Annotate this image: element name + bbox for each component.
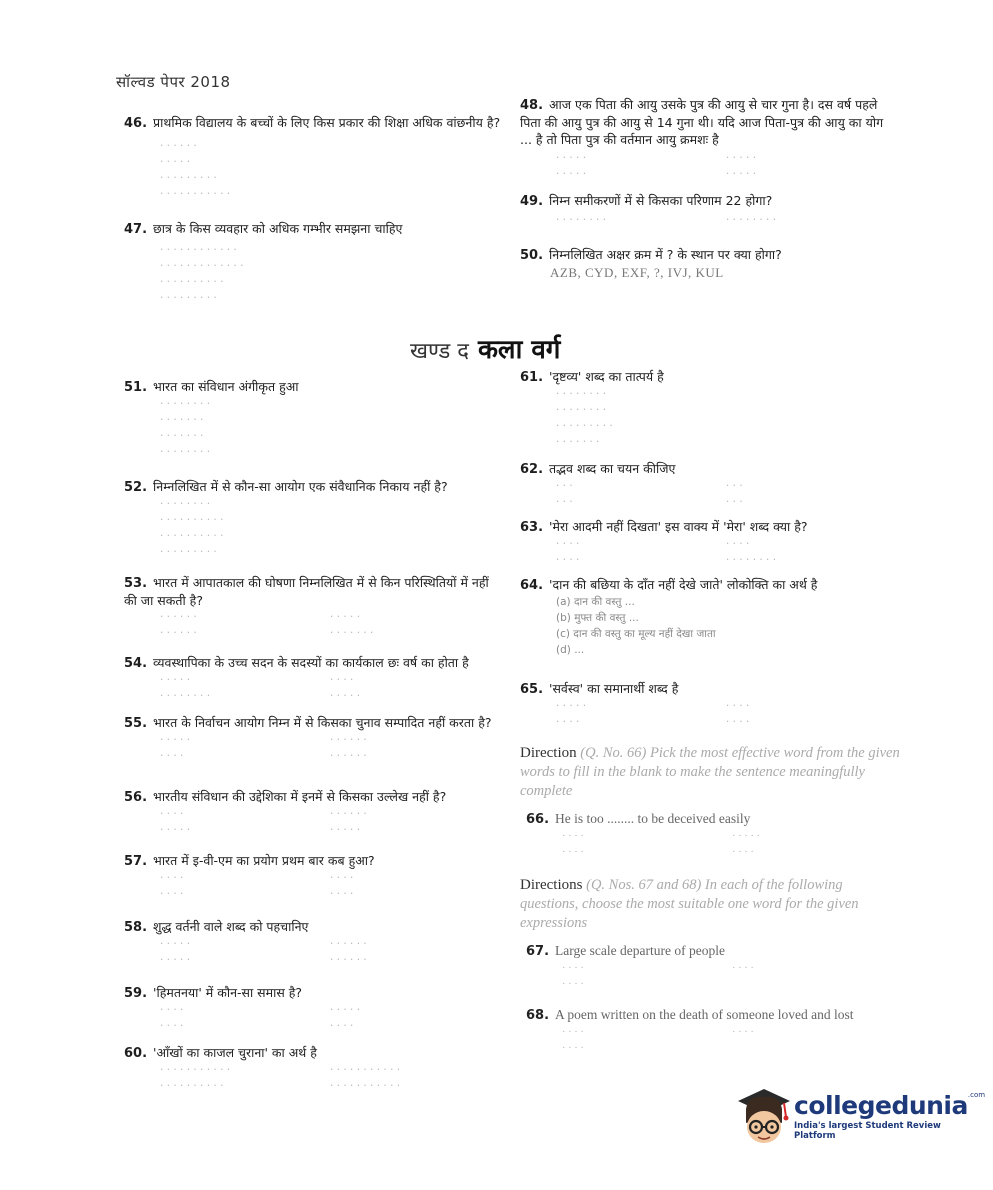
question-64	[520, 576, 890, 658]
question-stem: प्राथमिक विद्यालय के बच्चों के लिए किस प्रकार की शिक्षा अधिक वांछनीय है?	[153, 115, 501, 130]
options: · · · · · · · · · · · · · · · · · · · ·	[556, 538, 777, 566]
logo-name: collegedunia	[794, 1091, 968, 1120]
question-stem: 'सर्वस्व' का समानार्थी शब्द है	[549, 681, 679, 696]
question-stem: भारतीय संविधान की उद्देशिका में इनमें से किसका उल्लेख नहीं है?	[153, 789, 447, 804]
question-62	[520, 460, 890, 510]
options: · · · · · · · · · · · · · · · · · · · · · · · · · · · · · · · · · · · · ·	[160, 498, 224, 558]
options: · · · · · · · · · · · · · · · ·	[160, 872, 354, 900]
question-53	[124, 574, 504, 641]
options: · · · · · · · · · · · · · · · · · · · · · · · · · · · · · ·	[160, 398, 211, 458]
question-number: 58.	[124, 920, 148, 935]
page-header: सॉल्वड पेपर 2018	[116, 73, 231, 91]
question-stem: व्यवस्थापिका के उच्च सदन के सदस्यों का कार्यकाल छः वर्ष का होता है	[153, 655, 469, 670]
section-title-prefix: खण्ड द	[410, 339, 469, 364]
question-number: 65.	[520, 682, 544, 697]
question-stem: भारत का संविधान अंगीकृत हुआ	[153, 379, 299, 394]
question-number: 49.	[520, 194, 544, 209]
question-stem: निम्नलिखित अक्षर क्रम में ? के स्थान पर क्या होगा?	[549, 247, 782, 262]
question-stem: 'मेरा आदमी नहीं दिखता' इस वाक्य में 'मेरा' शब्द क्या है?	[549, 519, 808, 534]
question-number: 61.	[520, 370, 544, 385]
question-number: 66.	[526, 812, 550, 827]
question-number: 60.	[124, 1046, 148, 1061]
options: · · · · · · · · · · · · · · · · · · · · · ·	[160, 674, 361, 702]
question-49	[520, 192, 890, 228]
question-52	[124, 478, 504, 560]
question-number: 59.	[124, 986, 148, 1001]
question-51	[124, 378, 504, 460]
question-67	[526, 942, 896, 993]
collegedunia-logo[interactable]	[734, 1083, 986, 1153]
question-stem: भारत में आपातकाल की घोषणा निम्नलिखित में से किन परिस्थितियों में नहीं की जा सकती है?	[124, 575, 489, 608]
question-59	[124, 984, 504, 1034]
options: · · · · · · · · · · · ·	[562, 963, 754, 990]
question-number: 54.	[124, 656, 148, 671]
question-46	[124, 114, 504, 202]
question-47	[124, 220, 504, 306]
question-number: 55.	[124, 716, 148, 731]
question-54	[124, 654, 504, 704]
question-63	[520, 518, 900, 568]
options: · · · · · · · · · · · · · · · · · · · · · · · · · · · · · · ·	[160, 140, 231, 200]
question-60	[124, 1044, 514, 1094]
question-number: 67.	[526, 944, 550, 959]
options: · · · · · · · · · · · · · · · · · · · · · · · · · · · · · · · · · · · · · · · · · · ·	[160, 1064, 401, 1092]
question-stem: A poem written on the death of someone loved and lost	[555, 1007, 854, 1022]
question-number: 53.	[124, 576, 148, 591]
question-stem: तद्भव शब्द का चयन कीजिए	[549, 461, 676, 476]
question-number: 51.	[124, 380, 148, 395]
question-55	[124, 714, 504, 764]
options: · · · · · · · · · · · ·	[556, 480, 743, 508]
question-stem: 'आँखों का काजल चुराना' का अर्थ है	[153, 1045, 317, 1060]
question-number: 56.	[124, 790, 148, 805]
question-stem: 'हिमतनया' में कौन-सा समास है?	[153, 985, 303, 1000]
options: · · · · · · · · · · · · · · · · · · · · · · · ·	[160, 611, 374, 639]
options: · · · · · · · · · · · · · · · · · · · · · ·	[160, 938, 367, 966]
direction-text: (Q. Nos. 67 and 68) In each of the following questions, choose the most suitable one word for the given expressions	[520, 877, 859, 931]
option-c: (c) दान की वस्तु का मूल्य नहीं देखा जाता	[556, 628, 716, 640]
question-stem: आज एक पिता की आयु उसके पुत्र की आयु से चार गुना है। दस वर्ष पहले पिता की आयु पुत्र की आयु से 14 गुना थी। यदि आज पिता-पुत्र की आयु का योग ... है तो पिता पुत्र की वर्तमान आयु क्रमशः है	[520, 97, 884, 147]
options	[556, 594, 890, 658]
options: · · · · · · · · · · · · · · · · ·	[160, 1004, 361, 1032]
direction-label: Direction	[520, 745, 577, 761]
question-stem: He is too ........ to be deceived easily	[555, 811, 751, 826]
question-50	[520, 246, 890, 281]
options: · · · · · · · · · · · · · · · · · · · · ·	[160, 734, 367, 762]
options: · · · · · · · · · · · · · · · · ·	[556, 700, 750, 728]
options: · · · · · · · · · · · · · · · · · · · · · · · · · · · · · · · · · · · · · · · · · · · ·	[160, 244, 244, 304]
options: · · · · · · · · · · · · · · · ·	[556, 214, 777, 226]
option-a: (a) दान की वस्तु ...	[556, 596, 635, 608]
question-number: 64.	[520, 578, 544, 593]
question-number: 46.	[124, 116, 148, 131]
question-number: 52.	[124, 480, 148, 495]
direction-block-1	[520, 744, 900, 801]
question-61	[520, 368, 890, 450]
question-number: 63.	[520, 520, 544, 535]
question-48	[520, 96, 890, 182]
question-66	[526, 810, 896, 861]
logo-tagline: India's largest Student Review Platform	[794, 1121, 941, 1141]
question-number: 50.	[520, 248, 544, 263]
question-57	[124, 852, 504, 902]
direction-block-2	[520, 876, 900, 933]
section-title	[410, 330, 560, 366]
options: · · · · · · · · · · · ·	[562, 1027, 754, 1054]
option-b: (b) मुफ्त की वस्तु ...	[556, 612, 639, 624]
question-stem: निम्नलिखित में से कौन-सा आयोग एक संवैधानिक निकाय नहीं है?	[153, 479, 448, 494]
question-stem: भारत में इ-वी-एम का प्रयोग प्रथम बार कब हुआ?	[153, 853, 375, 868]
question-stem: शुद्ध वर्तनी वाले शब्द को पहचानिए	[153, 919, 309, 934]
options: · · · · · · · · · · · · · · · · · · · ·	[160, 808, 367, 836]
letter-series: AZB, CYD, EXF, ?, IVJ, KUL	[550, 265, 724, 280]
question-number: 62.	[520, 462, 544, 477]
options: · · · · · · · · · · · · · · · · · · · · · · · · · · · · · · · ·	[556, 388, 613, 448]
question-58	[124, 918, 504, 968]
mascot-icon	[734, 1083, 794, 1153]
option-d: (d) ...	[556, 644, 585, 656]
question-68	[526, 1006, 896, 1057]
question-stem: भारत के निर्वाचन आयोग निम्न में से किसका चुनाव सम्पादित नहीं करता है?	[153, 715, 492, 730]
options: · · · · · · · · · · · · · · · · ·	[562, 831, 760, 858]
question-stem: 'दृष्टव्य' शब्द का तात्पर्य है	[549, 369, 664, 384]
direction-text: (Q. No. 66) Pick the most effective word from the given words to fill in the blank to make the sentence meaningfully complete	[520, 745, 900, 799]
question-65	[520, 680, 890, 730]
question-stem: Large scale departure of people	[555, 943, 725, 958]
question-stem: निम्न समीकरणों में से किसका परिणाम 22 होगा?	[549, 193, 773, 208]
direction-label: Directions	[520, 877, 583, 893]
question-number: 57.	[124, 854, 148, 869]
logo-suffix: .com	[967, 1091, 986, 1099]
options: · · · · · · · · · · · · · · · · · · · ·	[556, 152, 757, 180]
question-56	[124, 788, 504, 838]
question-stem: 'दान की बछिया के दाँत नहीं देखे जाते' लोकोक्ति का अर्थ है	[549, 577, 818, 592]
question-number: 47.	[124, 222, 148, 237]
question-number: 48.	[520, 98, 544, 113]
question-number: 68.	[526, 1008, 550, 1023]
section-title-main: कला वर्ग	[477, 335, 561, 365]
question-stem: छात्र के किस व्यवहार को अधिक गम्भीर समझना चाहिए	[153, 221, 403, 236]
